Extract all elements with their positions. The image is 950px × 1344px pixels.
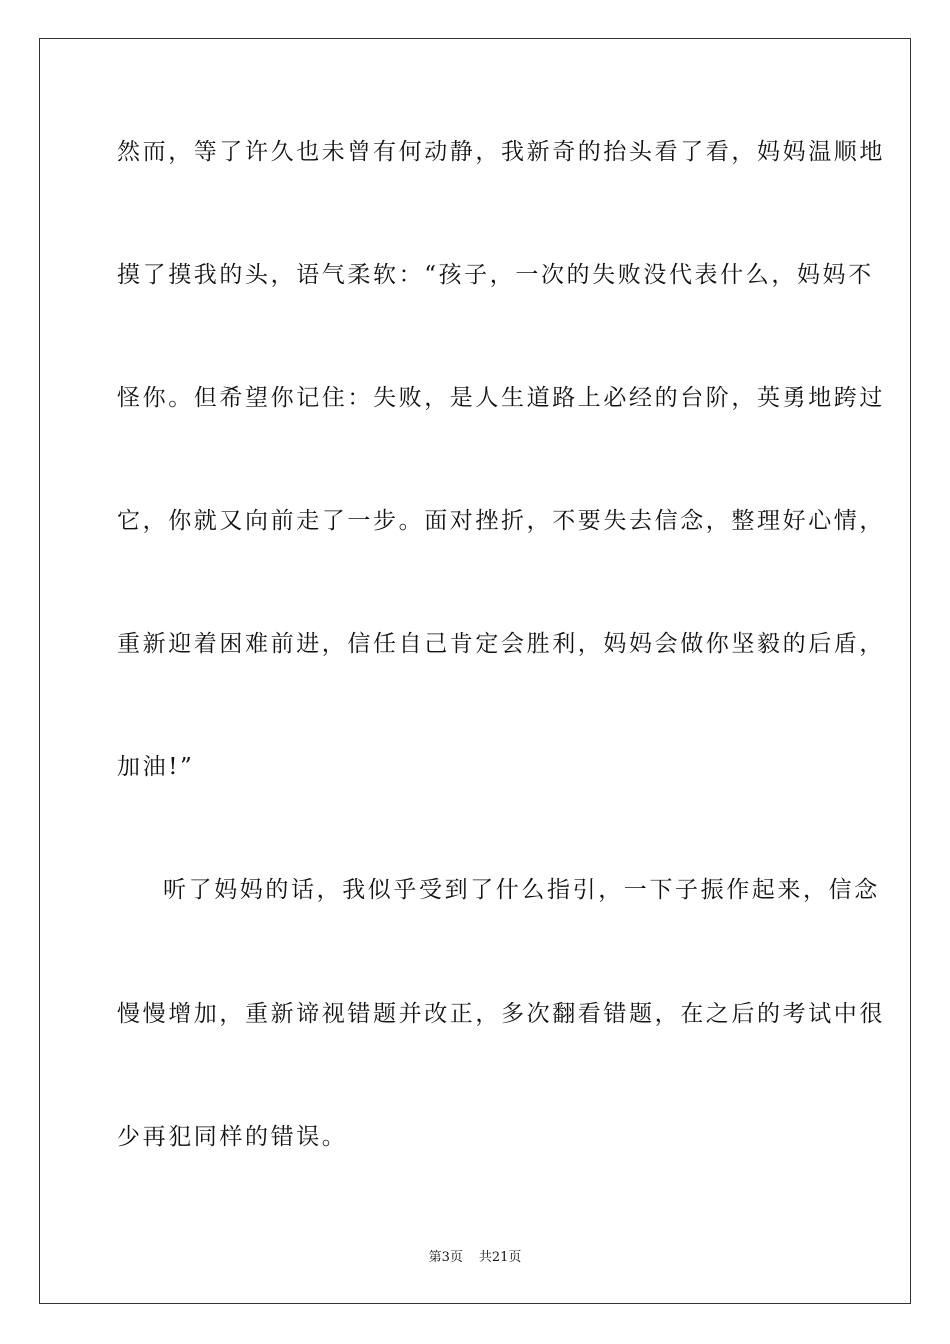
page-border (39, 38, 911, 1304)
text-line: 然而，等了许久也未曾有何动静，我新奇的抬头看了看，妈妈温顺地 (117, 139, 885, 165)
text-line: 加油!” (117, 754, 195, 780)
page-total: 共21页 (478, 1250, 522, 1265)
text-line: 听了妈妈的话，我似乎受到了什么指引，一下子振作起来，信念 (163, 877, 880, 903)
text-line: 慢慢增加，重新谛视错题并改正，多次翻看错题，在之后的考试中很 (117, 1001, 885, 1027)
text-line: 怪你。但希望你记住：失败，是人生道路上必经的台阶，英勇地跨过 (117, 385, 885, 411)
page-number: 第3页 (428, 1250, 463, 1265)
text-line: 少再犯同样的错误。 (117, 1124, 348, 1150)
text-line: 摸了摸我的头，语气柔软：“孩子，一次的失败没代表什么，妈妈不 (117, 262, 874, 288)
text-line: 重新迎着困难前进，信任自己肯定会胜利，妈妈会做你坚毅的后盾， (117, 631, 885, 657)
text-line: 它，你就又向前走了一步。面对挫折，不要失去信念，整理好心情， (117, 508, 885, 534)
page-footer (0, 1246, 950, 1265)
